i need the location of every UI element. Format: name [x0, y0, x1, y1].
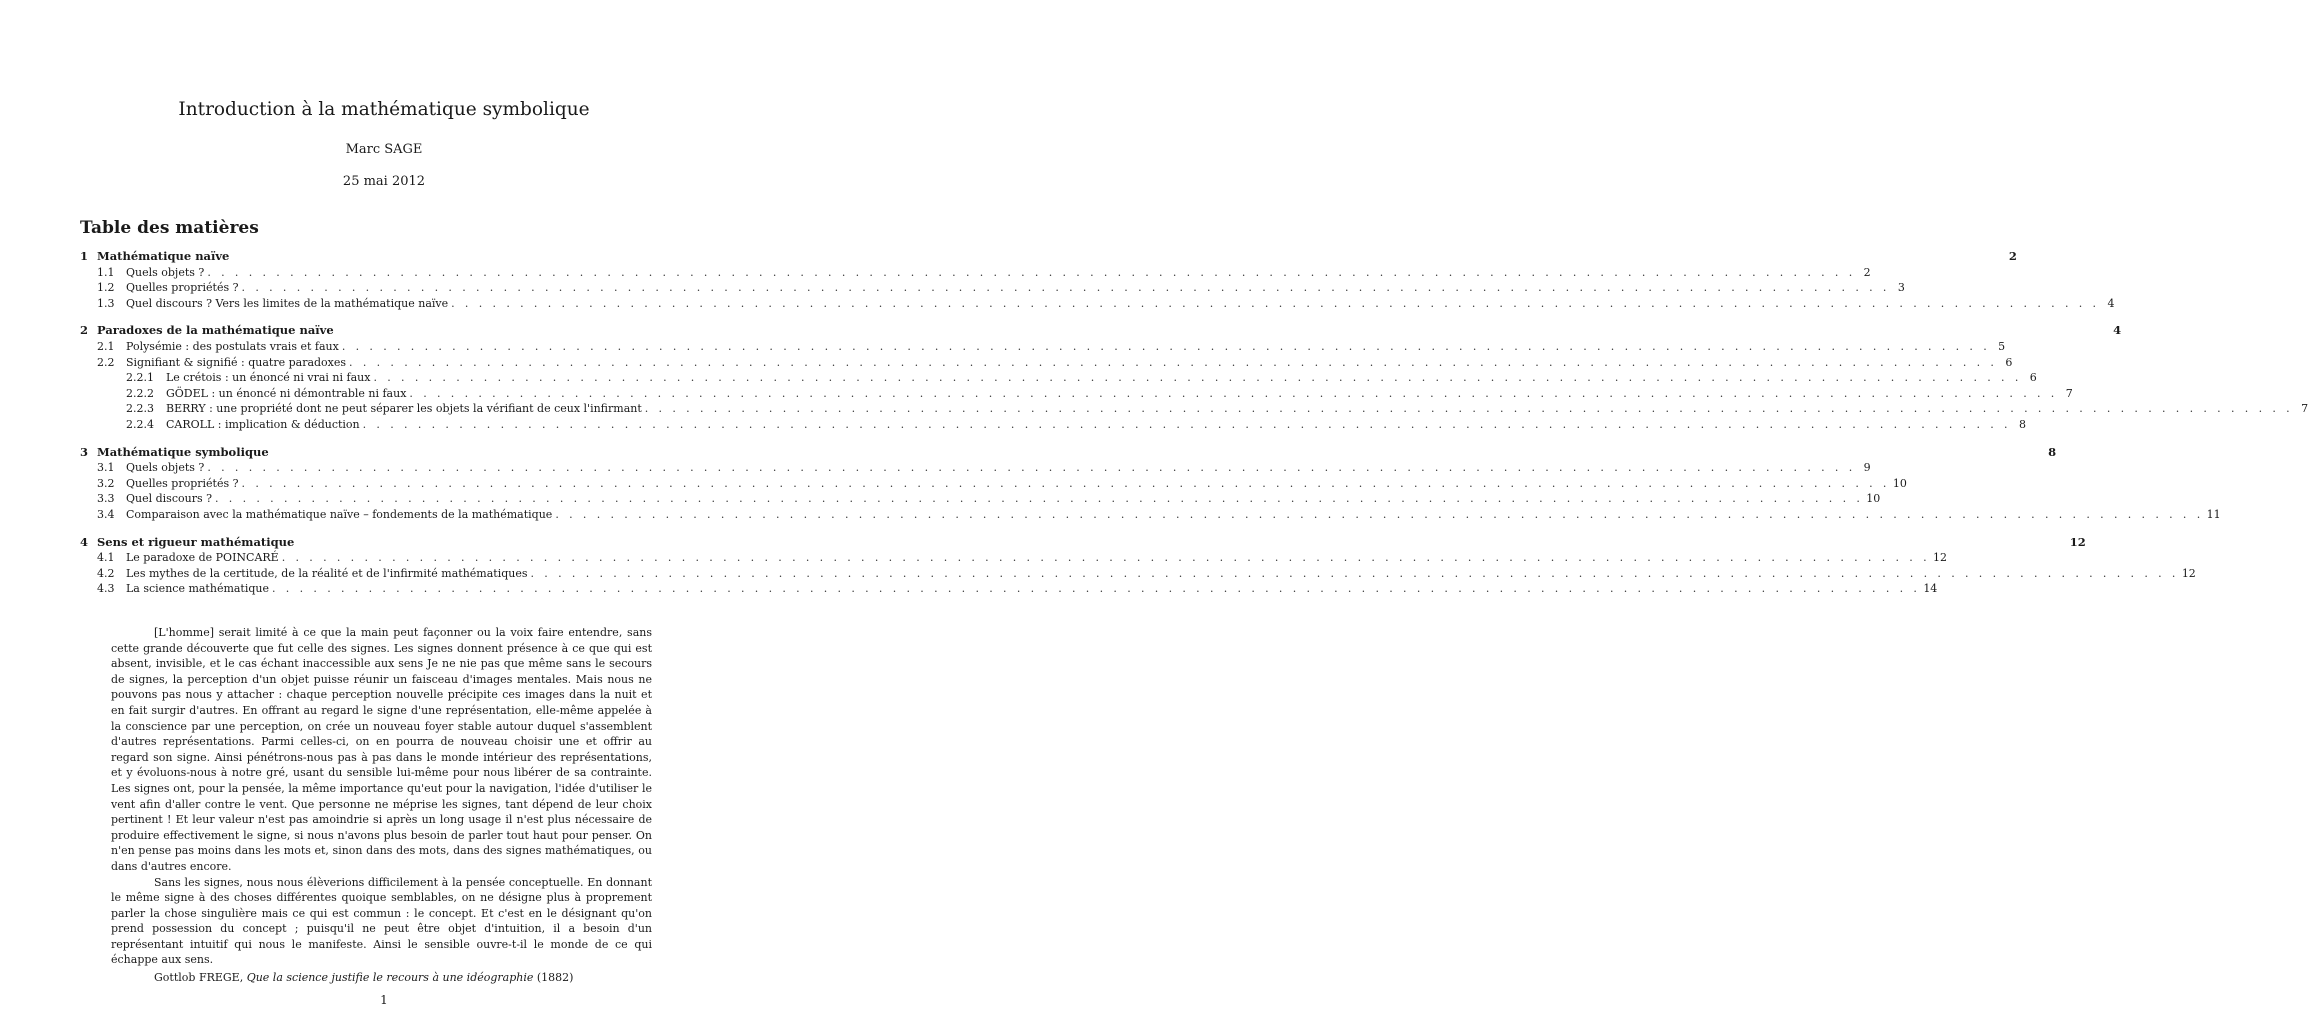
toc-entry-page: 5 [1998, 339, 2006, 353]
toc-leader-dots: . . . . . . . . . . . . . . . . . . . . . . . . . . . . . . . . . . . . . . . . . . . . . . . . . . . . . . . . . . . . . . . . . . . . . . . . . . . . . . . . . . . . . . . . . . . . . . . . . . . . . . . . . . . . . . . . . . . . . . . . [241, 476, 1890, 490]
toc-entry-number: 1 [80, 249, 89, 263]
toc-entry-label: Quels objets ? [126, 461, 205, 475]
toc-section [80, 534, 2196, 597]
toc-entry-number: 1.3 [97, 296, 115, 310]
attribution-year: (1882) [536, 971, 574, 985]
toc-leader-dots: . . . . . . . . . . . . . . . . . . . . . . . . . . . . . . . . . . . . . . . . . . . . . . . . . . . . . . . . . . . . . . . . . . . . . . . . . . . . . . . . . . . . . . . . . . . . . . . . . . . . . . . . . . . . . . . . . . . . . . . . [555, 507, 2204, 521]
toc-entry-label: Quelles propriétés ? [126, 476, 239, 490]
quote-paragraph-1: [L'homme] serait limité à ce que la main peut façonner ou la voix faire entendre, sans cette grande découverte que fut celle des signes. Les signes donnent présence à ce que qui est absent, invisible, et le cas échant inaccessible aux sens Je ne nie pas que même sans le secours de signes, la perception d'un objet puisse réunir un faisceau d'images mentales. Mais nous ne pouvons pas nous y attacher : chaque perception nouvelle précipite ces images dans la nuit et en fait surgir d'autres. En offrant au regard le signe d'une représentation, elle-même appelée à la conscience par une perception, on crée un nouveau foyer stable autour duquel s'assemblent d'autres représentations. Parmi celles-ci, on en pourra de nouveau choisir une et offrir au regard son signe. Ainsi pénétrons-nous pas à pas dans le monde intérieur des représentations, et y évoluons-nous à notre gré, usant du sensible lui-même pour nous libérer de sa contrainte. Les signes ont, pour la pensée, la même importance qu'eut pour la navigation, l'idée d'utiliser le vent afin d'aller contre le vent. Que personne ne méprise les signes, tant dépend de leur choix pertinent ! Et leur valeur n'est pas amoindrie si après un long usage il n'est plus nécessaire de produire effectivement le signe, si nous n'avons plus besoin de parler tout haut pour penser. On n'en pense pas moins dans les mots et, sinon dans des mots, dans des signes mathématiques, ou dans d'autres encore. [111, 626, 652, 873]
toc-entry-label: BERRY : une propriété dont ne peut séparer les objets la vérifiant de ceux l'infirmant [166, 402, 642, 416]
toc-entry-page: 12 [2069, 534, 2086, 549]
toc-subsection-entry[interactable] [80, 386, 2073, 402]
toc-subsection-entry[interactable] [80, 507, 2221, 523]
toc-entry-page: 4 [2107, 296, 2115, 310]
toc-leader-dots: . . . . . . . . . . . . . . . . . . . . . . . . . . . . . . . . . . . . . . . . . . . . . . . . . . . . . . . . . . . . . . . . . . . . . . . . . . . . . . . . . . . . . . . . . . . . . . . . . . . . . . . . . . . . . . . . . . . . . . . . [409, 386, 2058, 400]
toc-entry-number: 4.3 [97, 582, 115, 596]
toc-leader-dots: . . . . . . . . . . . . . . . . . . . . . . . . . . . . . . . . . . . . . . . . . . . . . . . . . . . . . . . . . . . . . . . . . . . . . . . . . . . . . . . . . . . . . . . . . . . . . . . . . . . . . . . . . . . . . . . . . . . . . . . . [207, 265, 1856, 279]
toc-entry-number: 3.3 [97, 492, 115, 506]
toc-entry-page: 2 [2008, 249, 2017, 263]
toc-entry-label: Quels objets ? [126, 265, 205, 279]
toc-subsection-entry[interactable] [80, 401, 2308, 417]
toc-subsection-entry[interactable] [80, 280, 1905, 296]
toc-entry-number: 2.2.2 [126, 386, 154, 400]
toc-entry-page: 9 [1863, 461, 1871, 475]
toc-leader-dots: . . . . . . . . . . . . . . . . . . . . . . . . . . . . . . . . . . . . . . . . . . . . . . . . . . . . . . . . . . . . . . . . . . . . . . . . . . . . . . . . . . . . . . . . . . . . . . . . . . . . . . . . . . . . . . . . . . . . . . . . [373, 371, 2022, 385]
toc-entry-label: Le crétois : un énoncé ni vrai ni faux [166, 371, 371, 385]
toc-entry-page: 12 [1933, 551, 1948, 565]
toc-entry-page: 6 [2005, 355, 2013, 369]
page-number: 1 [380, 993, 388, 1007]
toc-section [80, 323, 2308, 432]
toc-entry-label: Paradoxes de la mathématique naïve [97, 323, 334, 338]
quote-paragraph-2: Sans les signes, nous nous élèverions difficilement à la pensée conceptuelle. En donnant le même signe à des choses différentes quoique semblables, on ne désigne plus à proprement parler la chose singulière mais ce qui est commun : le concept. Et c'est en le désignant qu'on prend possession du concept ; puisqu'il ne peut être objet d'intuition, il a besoin d'un représentant intuitif qui nous le manifeste. Ainsi le sensible ouvre-t-il le monde de ce qui échappe aux sens. [111, 875, 652, 967]
attribution-author-first: Gottlob [154, 971, 196, 985]
toc-entry-label: GÖDEL : un énoncé ni démontrable ni faux [166, 386, 407, 400]
toc-entry-label: Le paradoxe de POINCARÉ [126, 551, 279, 565]
toc-entry-label: Polysémie : des postulats vrais et faux [126, 339, 339, 353]
toc-section-entry[interactable] [80, 323, 2122, 339]
document-title: Introduction à la mathématique symbolique [178, 99, 590, 120]
toc-section [80, 249, 2115, 311]
toc-entry-number: 3.1 [97, 461, 115, 475]
toc-entry-number: 2.1 [97, 339, 115, 353]
toc-entry-label: Quel discours ? Vers les limites de la mathématique naïve [126, 296, 449, 310]
toc-heading: Table des matières [80, 218, 259, 238]
toc-entry-number: 3.4 [97, 507, 115, 521]
toc-entry-page: 7 [2301, 402, 2308, 416]
toc-entry-page: 11 [2206, 507, 2221, 521]
toc-leader-dots: . . . . . . . . . . . . . . . . . . . . . . . . . . . . . . . . . . . . . . . . . . . . . . . . . . . . . . . . . . . . . . . . . . . . . . . . . . . . . . . . . . . . . . . . . . . . . . . . . . . . . . . . . . . . . . . . . . . . . . . . [362, 417, 2011, 431]
attribution-author-last: FREGE [198, 971, 240, 985]
toc-leader-dots: . . . . . . . . . . . . . . . . . . . . . . . . . . . . . . . . . . . . . . . . . . . . . . . . . . . . . . . . . . . . . . . . . . . . . . . . . . . . . . . . . . . . . . . . . . . . . . . . . . . . . . . . . . . . . . . . . . . . . . . . [530, 566, 2179, 580]
toc-leader-dots: . . . . . . . . . . . . . . . . . . . . . . . . . . . . . . . . . . . . . . . . . . . . . . . . . . . . . . . . . . . . . . . . . . . . . . . . . . . . . . . . . . . . . . . . . . . . . . . . . . . . . . . . . . . . . . . . . . . . . . . . [215, 492, 1864, 506]
document-author: Marc SAGE [345, 142, 423, 157]
toc-entry-number: 2.2.4 [126, 417, 154, 431]
toc-entry-label: Mathématique symbolique [97, 444, 269, 459]
toc-entry-number: 2.2.1 [126, 371, 154, 385]
toc-entry-number: 3.2 [97, 476, 115, 490]
toc-entry-label: Comparaison avec la mathématique naïve – fondements de la mathématique [126, 507, 553, 521]
toc-entry-page: 8 [2018, 417, 2026, 431]
toc-leader-dots: . . . . . . . . . . . . . . . . . . . . . . . . . . . . . . . . . . . . . . . . . . . . . . . . . . . . . . . . . . . . . . . . . . . . . . . . . . . . . . . . . . . . . . . . . . . . . . . . . . . . . . . . . . . . . . . . . . . . . . . . [272, 582, 1921, 596]
epigraph-quote [111, 625, 652, 986]
toc-subsection-entry[interactable] [80, 370, 2037, 386]
toc-section-entry[interactable] [80, 444, 2057, 461]
toc-subsection-entry[interactable] [80, 460, 1871, 476]
toc-section-entry[interactable] [80, 534, 2086, 551]
toc-subsection-entry[interactable] [80, 355, 2013, 371]
toc-entry-label: Sens et rigueur mathématique [97, 534, 295, 549]
toc-leader-dots: . . . . . . . . . . . . . . . . . . . . . . . . . . . . . . . . . . . . . . . . . . . . . . . . . . . . . . . . . . . . . . . . . . . . . . . . . . . . . . . . . . . . . . . . . . . . . . . . . . . . . . . . . . . . . . . . . . . . . . . . [349, 355, 1998, 369]
toc-entry-label: CAROLL : implication & déduction [166, 417, 360, 431]
toc-leader-dots: . . . . . . . . . . . . . . . . . . . . . . . . . . . . . . . . . . . . . . . . . . . . . . . . . . . . . . . . . . . . . . . . . . . . . . . . . . . . . . . . . . . . . . . . . . . . . . . . . . . . . . . . . . . . . . . . . . . . . . . . [281, 551, 1931, 565]
toc-entry-number: 2.2.3 [126, 402, 154, 416]
toc-subsection-entry[interactable] [80, 417, 2026, 433]
toc-entry-number: 1.1 [97, 265, 115, 279]
toc-leader-dots: . . . . . . . . . . . . . . . . . . . . . . . . . . . . . . . . . . . . . . . . . . . . . . . . . . . . . . . . . . . . . . . . . . . . . . . . . . . . . . . . . . . . . . . . . . . . . . . . . . . . . . . . . . . . . . . . . . . . . . . . [341, 339, 1991, 353]
toc-leader-dots: . . . . . . . . . . . . . . . . . . . . . . . . . . . . . . . . . . . . . . . . . . . . . . . . . . . . . . . . . . . . . . . . . . . . . . . . . . . . . . . . . . . . . . . . . . . . . . . . . . . . . . . . . . . . . . . . . . . . . . . . [644, 402, 2294, 416]
toc-leader-dots: . . . . . . . . . . . . . . . . . . . . . . . . . . . . . . . . . . . . . . . . . . . . . . . . . . . . . . . . . . . . . . . . . . . . . . . . . . . . . . . . . . . . . . . . . . . . . . . . . . . . . . . . . . . . . . . . . . . . . . . . [451, 296, 2100, 310]
toc-entry-label: La science mathématique [126, 582, 270, 596]
toc-entry-number: 4.2 [97, 566, 115, 580]
toc-entry-page: 10 [1866, 492, 1881, 506]
toc-leader-dots: . . . . . . . . . . . . . . . . . . . . . . . . . . . . . . . . . . . . . . . . . . . . . . . . . . . . . . . . . . . . . . . . . . . . . . . . . . . . . . . . . . . . . . . . . . . . . . . . . . . . . . . . . . . . . . . . . . . . . . . . [241, 281, 1890, 295]
toc-section-entry[interactable] [80, 249, 2017, 265]
attribution-work: Que la science justifie le recours à une idéographie [246, 971, 534, 985]
toc-subsection-entry[interactable] [80, 491, 1881, 507]
toc-entry-page: 6 [2029, 371, 2037, 385]
toc-entry-number: 2.2 [97, 355, 115, 369]
toc-entry-page: 10 [1892, 476, 1907, 490]
toc-entry-number: 3 [80, 444, 89, 459]
document-date: 25 mai 2012 [342, 174, 426, 189]
toc-entry-label: Mathématique naïve [97, 249, 230, 263]
toc-entry-number: 4 [80, 534, 89, 549]
toc-entry-page: 4 [2113, 323, 2122, 338]
toc-subsection-entry[interactable] [80, 550, 1948, 566]
toc-subsection-entry[interactable] [80, 566, 2196, 582]
toc-entry-page: 2 [1863, 265, 1871, 279]
toc-entry-number: 4.1 [97, 551, 115, 565]
toc-subsection-entry[interactable] [80, 296, 2115, 312]
toc-entry-page: 3 [1897, 281, 1905, 295]
toc-subsection-entry[interactable] [80, 339, 2006, 355]
toc-subsection-entry[interactable] [80, 581, 1938, 597]
toc-entry-label: Quelles propriétés ? [126, 281, 239, 295]
toc-entry-label: Quel discours ? [126, 492, 212, 506]
toc-entry-label: Signifiant & signifié : quatre paradoxes [126, 355, 347, 369]
toc-entry-page: 12 [2181, 566, 2196, 580]
table-of-contents [80, 249, 2308, 609]
toc-subsection-entry[interactable] [80, 265, 1871, 281]
toc-entry-page: 7 [2065, 386, 2073, 400]
toc-entry-page: 8 [2048, 444, 2057, 459]
toc-subsection-entry[interactable] [80, 476, 1907, 492]
toc-entry-number: 2 [80, 323, 89, 338]
toc-entry-page: 14 [1923, 582, 1938, 596]
toc-entry-label: Les mythes de la certitude, de la réalité et de l'infirmité mathématiques [126, 566, 528, 580]
toc-entry-number: 1.2 [97, 281, 115, 295]
toc-section [80, 444, 2221, 523]
quote-attribution: Gottlob FREGE, Que la science justifie le recours à une idéographie (1882) [154, 971, 574, 985]
toc-leader-dots: . . . . . . . . . . . . . . . . . . . . . . . . . . . . . . . . . . . . . . . . . . . . . . . . . . . . . . . . . . . . . . . . . . . . . . . . . . . . . . . . . . . . . . . . . . . . . . . . . . . . . . . . . . . . . . . . . . . . . . . . [207, 461, 1856, 475]
